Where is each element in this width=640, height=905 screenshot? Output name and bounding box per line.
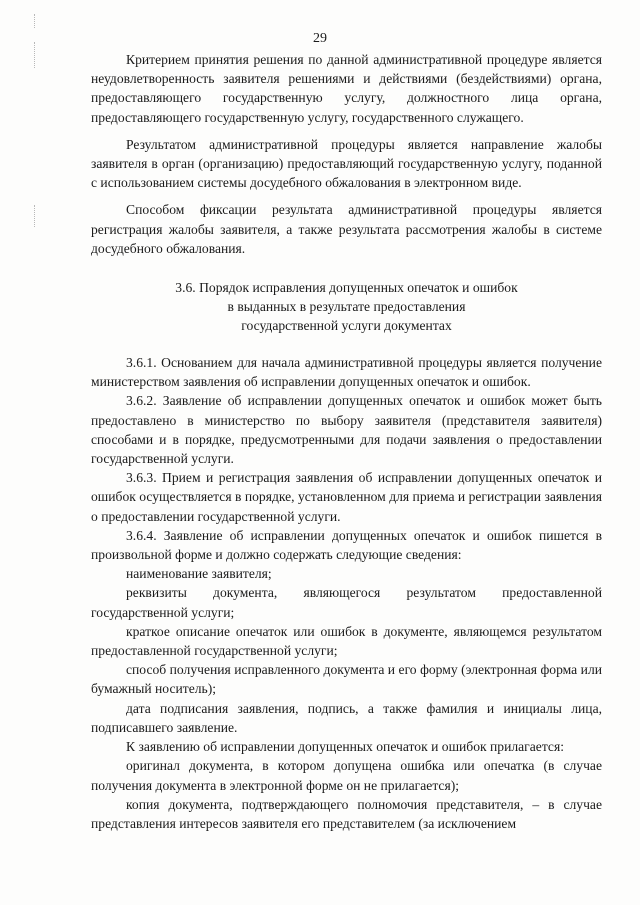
- paragraph-criterion: Критерием принятия решения по данной административной процедуре является неудовлетворенность заявителя решениями и действиями (бездействиями) органа, предоставляющего государственную услугу, должностного лица органа, предоставляющего государственную услугу, государственного служащего.: [91, 52, 602, 125]
- list-item-delivery-method: способ получения исправленного документа и его форму (электронная форма или бумажный носитель);: [91, 662, 602, 697]
- paragraph-result: Результатом административной процедуры является направление жалобы заявителя в орган (организацию) предоставляющий государственную услугу, поданной с использованием системы досудебного обжалования в электронном виде.: [91, 136, 602, 191]
- list-item-error-description: краткое описание опечаток или ошибок в документе, являющемся результатом предоставленной государственной услуги;: [91, 623, 602, 659]
- list-item-document-details: реквизиты документа, являющегося результатом предоставленной государственной услуги;: [91, 585, 602, 620]
- scan-artifact: [34, 14, 43, 28]
- section-heading-line: 3.6. Порядок исправления допущенных опечаток и ошибок: [175, 280, 518, 296]
- list-item-applicant-name: наименование заявителя;: [126, 566, 272, 582]
- section-heading: [91, 278, 602, 335]
- paragraph-3-6-3: 3.6.3. Прием и регистрация заявления об исправлении допущенных опечаток и ошибок осуществляется в порядке, установленном для приема и регистрации заявления о предоставлении государственной услуги.: [91, 470, 602, 524]
- paragraph-attachments: К заявлению об исправлении допущенных опечаток и ошибок прилагается:: [126, 739, 564, 755]
- paragraph-3-6-4: 3.6.4. Заявление об исправлении допущенных опечаток и ошибок пишется в произвольной форме и должно содержать следующие сведения:: [91, 527, 602, 563]
- section-heading-line: в выданных в результате предоставления: [227, 299, 466, 315]
- document-body: [91, 50, 602, 833]
- section-heading-line: государственной услуги документах: [241, 318, 452, 334]
- paragraph-3-6-2: 3.6.2. Заявление об исправлении допущенных опечаток и ошибок может быть предоставлено в министерство по выбору заявителя (представителя заявителя) способами и в порядке, предусмотренными для подачи заявления о предоставлении государственной услуги.: [91, 393, 602, 467]
- list-item-signature-date: дата подписания заявления, подпись, а также фамилия и инициалы лица, подписавшего заявление.: [91, 700, 602, 735]
- paragraph-fixation: Способом фиксации результата административной процедуры является регистрация жалобы заявителя, а также результата рассмотрения жалобы в системе досудебного обжалования.: [91, 202, 602, 256]
- scan-artifact: [34, 205, 43, 227]
- paragraph-3-6-1: 3.6.1. Основанием для начала административной процедуры является получение министерством заявления об исправлении допущенных опечаток и ошибок.: [91, 355, 602, 390]
- page-number: 29: [313, 31, 327, 46]
- list-item-power-of-attorney: копия документа, подтверждающего полномочия представителя, – в случае представления интересов заявителя его представителем (за исключением: [91, 796, 602, 831]
- list-item-original-document: оригинал документа, в котором допущена ошибка или опечатка (в случае получения документа в электронной форме он не прилагается);: [91, 758, 602, 793]
